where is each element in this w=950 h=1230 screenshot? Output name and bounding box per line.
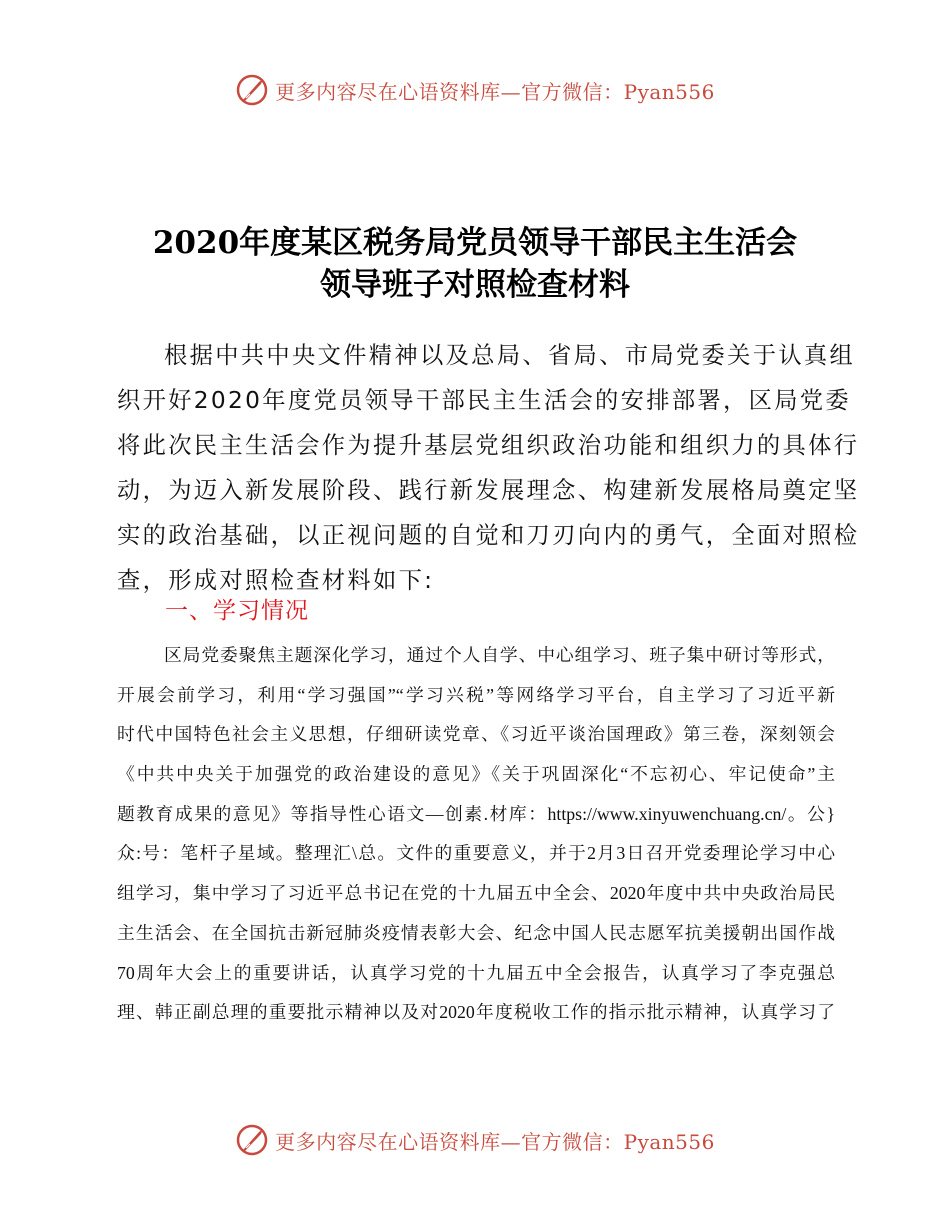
document-title-line-1: 2020年度某区税务局党员领导干部民主生活会 <box>152 225 798 261</box>
intro-paragraph <box>117 338 860 608</box>
quill-pen-logo-icon <box>235 1123 269 1157</box>
body-line: 组学习，集中学习了习近平总书记在党的十九届五中全会、2020年度中共中央政治局民 <box>117 883 835 904</box>
body-line: 题教育成果的意见》等指导性心语文—创素.材库：https://www.xinyuwenchuang.cn/。公} <box>117 803 835 824</box>
document-title-line-2: 领导班子对照检查材料 <box>320 267 630 303</box>
footer-banner <box>0 1120 950 1160</box>
intro-line: 动，为迈入新发展阶段、践行新发展理念、构建新发展格局奠定坚 <box>117 477 860 504</box>
intro-line: 根据中共中央文件精神以及总局、省局、市局党委关于认真组 <box>164 342 856 369</box>
body-paragraph <box>117 641 835 1038</box>
intro-line: 将此次民主生活会作为提升基层党组织政治功能和组织力的具体行 <box>117 432 860 459</box>
body-line: 70周年大会上的重要讲话，认真学习党的十九届五中全会报告，认真学习了李克强总 <box>117 962 835 983</box>
body-line: 区局党委聚焦主题深化学习，通过个人自学、中心组学习、班子集中研讨等形式， <box>164 645 835 665</box>
body-line: 理、韩正副总理的重要批示精神以及对2020年度税收工作的指示批示精神，认真学习了 <box>117 1002 835 1023</box>
body-line: 众:号：笔杆子星域。整理汇\总。文件的重要意义，并于2月3日召开党委理论学习中心 <box>117 843 835 864</box>
quill-pen-logo-icon <box>235 73 269 107</box>
header-banner <box>0 70 950 110</box>
intro-line: 查，形成对照检查材料如下: <box>117 567 435 594</box>
intro-line: 织开好2020年度党员领导干部民主生活会的安排部署，区局党委 <box>117 387 852 414</box>
intro-line: 实的政治基础，以正视问题的自觉和刀刃向内的勇气，全面对照检 <box>117 522 860 549</box>
footer-banner-text: 更多内容尽在心语资料库—官方微信：Pyan556 <box>275 1129 715 1154</box>
section-heading: 一、学习情况 <box>165 598 309 624</box>
header-banner-text: 更多内容尽在心语资料库—官方微信：Pyan556 <box>275 79 715 104</box>
body-line: 开展会前学习，利用“学习强国”“学习兴税”等网络学习平台，自主学习了习近平新 <box>117 684 835 705</box>
body-line: 《中共中央关于加强党的政治建设的意见》《关于巩固深化“不忘初心、牢记使命”主 <box>117 764 835 785</box>
body-line: 主生活会、在全国抗击新冠肺炎疫情表彰大会、纪念中国人民志愿军抗美援朝出国作战 <box>117 922 835 943</box>
body-line: 时代中国特色社会主义思想，仔细研读党章、《习近平谈治国理政》第三卷，深刻领会 <box>117 724 835 745</box>
